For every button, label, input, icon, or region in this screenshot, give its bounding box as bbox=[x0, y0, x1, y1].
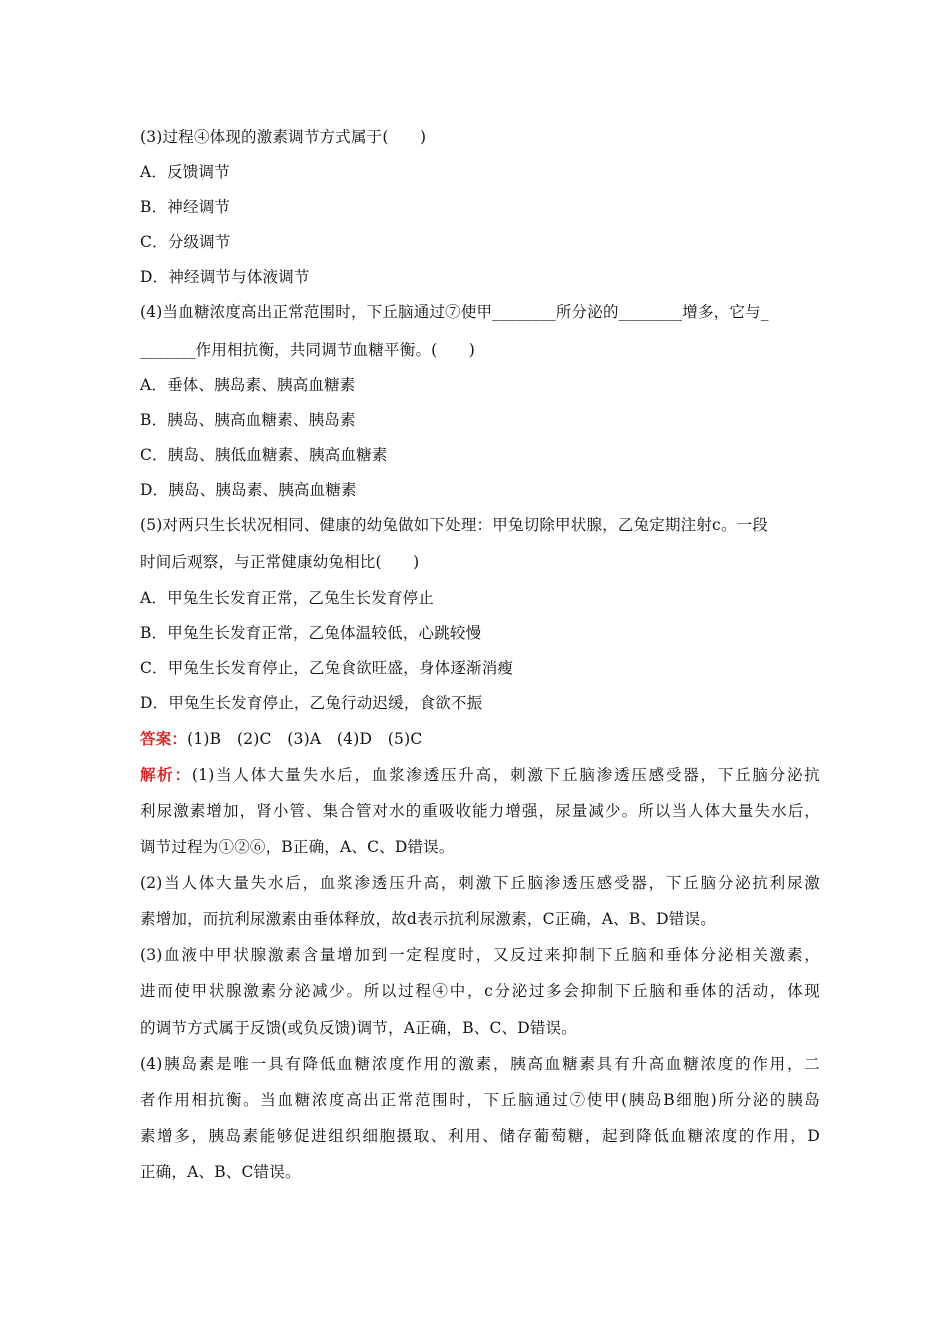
answer-line bbox=[140, 728, 820, 750]
question-3-option-a: A．反馈调节 bbox=[140, 163, 230, 181]
question-5-stem-line-2: 时间后观察，与正常健康幼兔相比( ) bbox=[140, 553, 420, 571]
question-4-option-b: B．胰岛、胰高血糖素、胰岛素 bbox=[140, 411, 356, 429]
analysis-p4-line-4: 正确，A、B、C错误。 bbox=[140, 1163, 301, 1181]
answer-label: 答案： bbox=[140, 729, 188, 748]
question-5-option-d: D．甲兔生长发育停止，乙兔行动迟缓，食欲不振 bbox=[140, 694, 483, 712]
question-3-option-d: D．神经调节与体液调节 bbox=[140, 268, 310, 286]
question-3-stem: (3)过程④体现的激素调节方式属于( ) bbox=[140, 128, 427, 146]
question-4-option-c: C．胰岛、胰低血糖素、胰高血糖素 bbox=[140, 446, 388, 464]
question-3-option-b: B．神经调节 bbox=[140, 198, 231, 216]
analysis-p3-line-2: 进而使甲状腺激素分泌减少。所以过程④中，c分泌过多会抑制下丘脑和垂体的活动，体现 bbox=[140, 982, 820, 1000]
question-5-option-c: C．甲兔生长发育停止，乙兔食欲旺盛，身体逐渐消瘦 bbox=[140, 659, 514, 677]
analysis-p4-line-2: 者作用相抗衡。当血糖浓度高出正常范围时，下丘脑通过⑦使甲(胰岛B细胞)所分泌的胰岛 bbox=[140, 1091, 820, 1109]
analysis-p1-line-2: 利尿激素增加，肾小管、集合管对水的重吸收能力增强，尿量减少。所以当人体大量失水后， bbox=[140, 802, 820, 820]
question-5-option-a: A．甲兔生长发育正常，乙兔生长发育停止 bbox=[140, 589, 434, 607]
analysis-p3-line-3: 的调节方式属于反馈(或负反馈)调节，A正确，B、C、D错误。 bbox=[140, 1019, 577, 1037]
analysis-p2-line-2: 素增加，而抗利尿激素由垂体释放，故d表示抗利尿激素，C正确，A、B、D错误。 bbox=[140, 910, 716, 928]
question-4-stem-line-1: (4)当血糖浓度高出正常范围时，下丘脑通过⑦使甲________所分泌的________增多，它与_ bbox=[140, 303, 769, 321]
analysis-label: 解析： bbox=[140, 765, 192, 784]
analysis-p1-line-3: 调节过程为①②⑥，B正确，A、C、D错误。 bbox=[140, 838, 455, 856]
question-4-stem-line-2: _______作用相抗衡，共同调节血糖平衡。( ) bbox=[140, 341, 476, 359]
question-5-option-b: B．甲兔生长发育正常，乙兔体温较低，心跳较慢 bbox=[140, 624, 482, 642]
answer-text: (1)B (2)C (3)A (4)D (5)C bbox=[187, 730, 423, 748]
analysis-p1-line-1: 解析：(1)当人体大量失水后，血浆渗透压升高，刺激下丘脑渗透压感受器，下丘脑分泌抗 bbox=[140, 765, 820, 784]
question-4-option-d: D．胰岛、胰岛素、胰高血糖素 bbox=[140, 481, 357, 499]
analysis-p2-line-1: (2)当人体大量失水后，血浆渗透压升高，刺激下丘脑渗透压感受器，下丘脑分泌抗利尿激 bbox=[140, 874, 820, 892]
analysis-p3-line-1: (3)血液中甲状腺激素含量增加到一定程度时，又反过来抑制下丘脑和垂体分泌相关激素， bbox=[140, 946, 820, 964]
question-4-option-a: A．垂体、胰岛素、胰高血糖素 bbox=[140, 376, 356, 394]
question-5-stem-line-1: (5)对两只生长状况相同、健康的幼兔做如下处理：甲兔切除甲状腺，乙兔定期注射c。一段 bbox=[140, 516, 769, 534]
question-3-option-c: C．分级调节 bbox=[140, 233, 231, 251]
analysis-p4-line-3: 素增多，胰岛素能够促进组织细胞摄取、利用、储存葡萄糖，起到降低血糖浓度的作用，D bbox=[140, 1127, 820, 1145]
analysis-p4-line-1: (4)胰岛素是唯一具有降低血糖浓度作用的激素，胰高血糖素具有升高血糖浓度的作用，二 bbox=[140, 1055, 820, 1073]
